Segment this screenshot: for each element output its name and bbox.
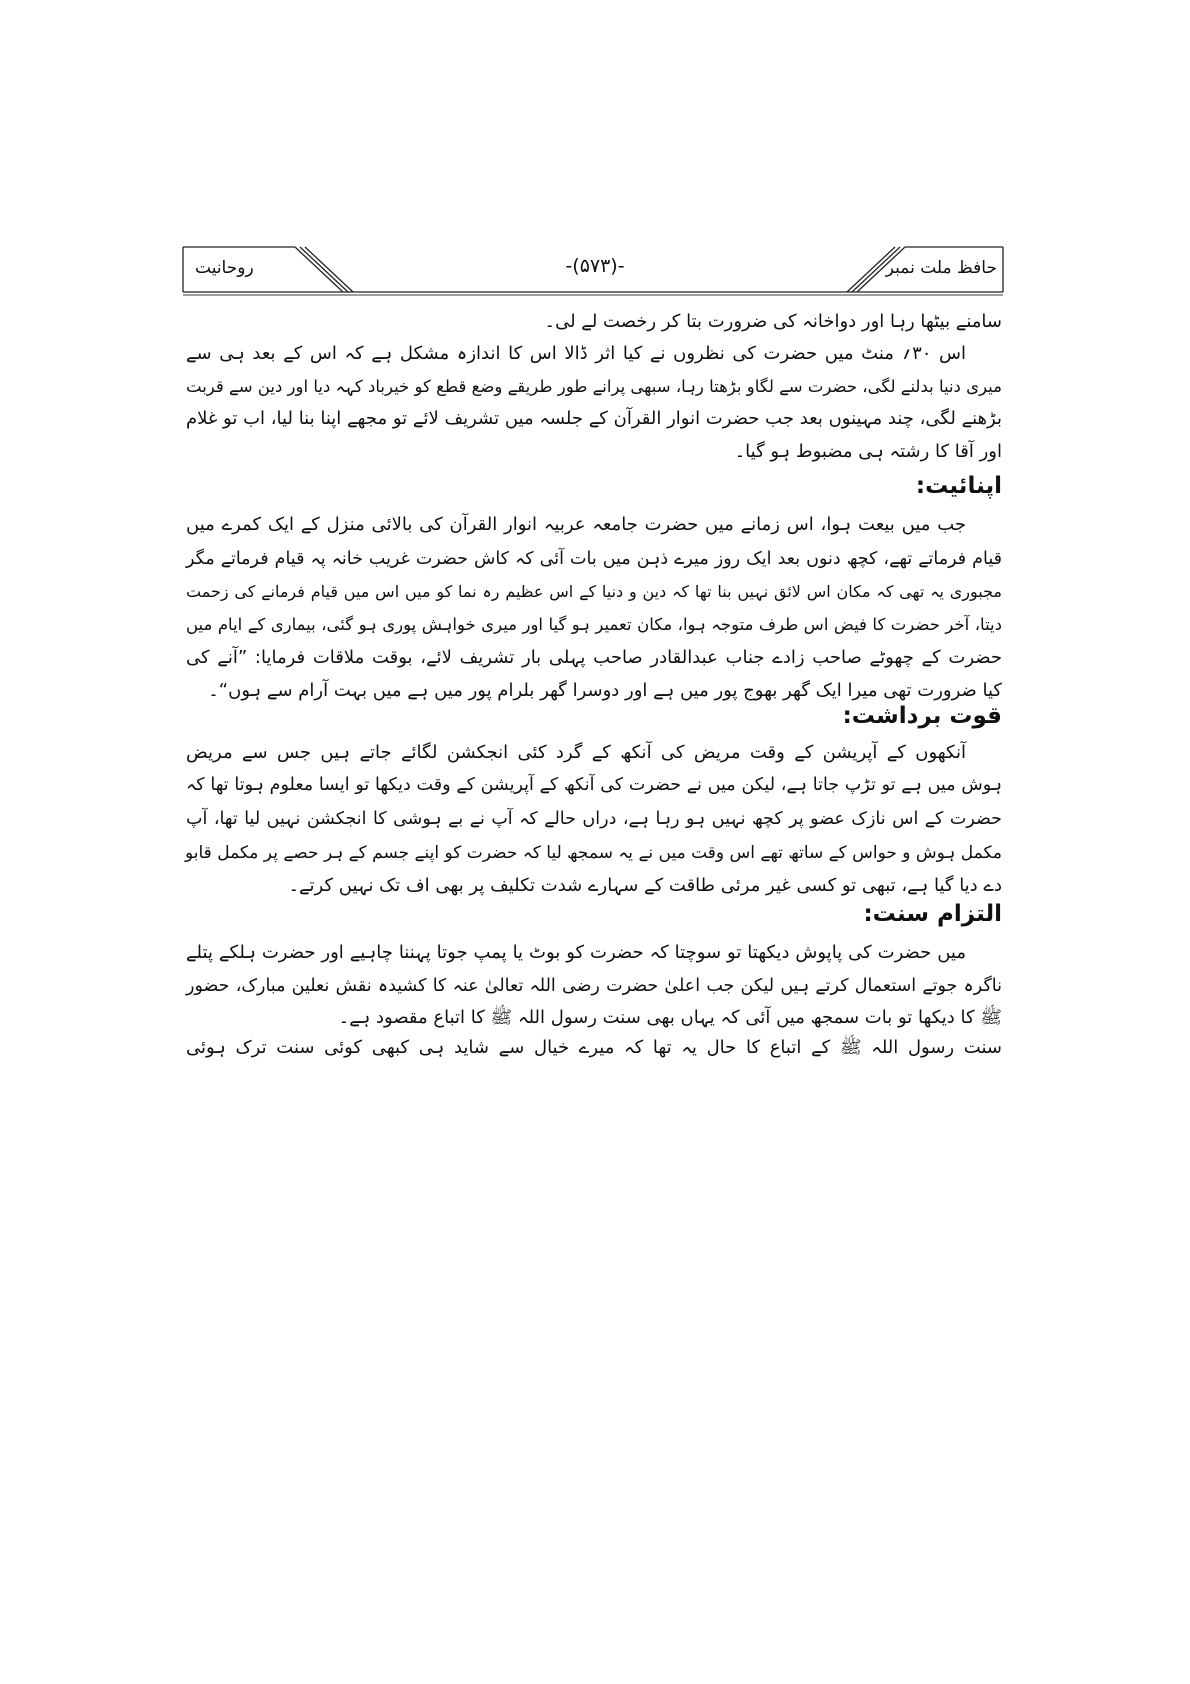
text-line: دے دیا گیا ہے، تبھی تو کسی غیر مرئی طاقت کے سہارے شدت تکلیف پر بھی اف تک نہیں کرتے۔	[288, 875, 1002, 896]
header-issue-label: حافظ ملت نمبر	[885, 258, 997, 278]
text-line: ﷺ کا دیکھا تو بات سمجھ میں آئی کہ یہاں بھی سنت رسول اللہ ﷺ کا اتباع مقصود ہے۔	[338, 1007, 1002, 1028]
text-line: کیا ضرورت تھی میرا ایک گھر بھوج پور میں ہے اور دوسرا گھر بلرام پور میں ہے میں بہت آرام سے ہوں“۔	[208, 680, 1002, 701]
text-line: مکمل ہوش و حواس کے ساتھ تھے اس وقت میں نے یہ سمجھ لیا کہ حضرت کو اپنے جسم کے ہر حصے پر مکمل قابو	[184, 843, 1002, 863]
text-line: میں حضرت کی پاپوش دیکھتا تو سوچتا کہ حضرت کو بوٹ یا پمپ جوتا پہننا چاہیے اور حضرت ہلکے پتلے	[186, 942, 966, 963]
section-heading-iltizam-e-sunnat: التزام سنت:	[863, 901, 1002, 927]
text-line: دیتا، آخر حضرت کا فیض اس طرف متوجہ ہوا، مکان تعمیر ہو گیا اور میری خواہش پوری ہو گئی، بیماری کے ایام میں	[186, 615, 1002, 634]
text-line: بڑھنے لگی، چند مہینوں بعد جب حضرت انوار القرآن کے جلسہ میں تشریف لائے تو مجھے اپنا بنا لیا، اب تو غلام	[186, 408, 1002, 429]
text-line: مجبوری یہ تھی کہ مکان اس لائق نہیں بنا تھا کہ دین و دنیا کے اس عظیم رہ نما کو میں اس میں قیام فرمانے کی زحمت	[186, 582, 1002, 601]
text-line: میری دنیا بدلنے لگی، حضرت سے لگاو بڑھتا رہا، سبھی پرانے طور طریقے وضع قطع کو خیرباد کہہ دیا اور دین سے قربت	[186, 377, 1002, 396]
page-number: -(۵۷۳)-	[565, 255, 625, 277]
text-line: جب میں بیعت ہوا، اس زمانے میں حضرت جامعہ عربیہ انوار القرآن کی بالائی منزل کے ایک کمرے میں	[186, 514, 966, 535]
section-heading-quwwat-e-bardasht: قوت برداشت:	[842, 703, 1002, 729]
text-line: حضرت کے اس نازک عضو پر کچھ نہیں ہو رہا ہے، دراں حالے کہ آپ نے بے ہوشی کا انجکشن نہیں لیا تھا، آپ	[186, 809, 1002, 829]
text-line: ہوش میں ہے تو تڑپ جاتا ہے، لیکن میں نے حضرت کی آنکھ کے آپریشن کے وقت دیکھا تو ایسا معلوم ہوتا تھا کہ	[186, 775, 1002, 795]
text-line: ناگرہ جوتے استعمال کرتے ہیں لیکن جب اعلیٰ حضرت رضی اللہ تعالیٰ عنہ کا کشیدہ نقش نعلین مبارک، حضور	[186, 976, 1002, 996]
text-line: سامنے بیٹھا رہا اور دواخانہ کی ضرورت بتا کر رخصت لے لی۔	[544, 311, 1002, 332]
text-line: اس ۳۰؍ منٹ میں حضرت کی نظروں نے کیا اثر ڈالا اس کا اندازہ مشکل ہے کہ اس کے بعد ہی سے	[186, 343, 966, 364]
header-section-label: روحانیت	[195, 258, 254, 278]
text-line: حضرت کے چھوٹے صاحب زادے جناب عبدالقادر صاحب پہلی بار تشریف لائے، بوقت ملاقات فرمایا: ”آنے کی	[186, 647, 1002, 668]
text-line: آنکھوں کے آپریشن کے وقت مریض کی آنکھ کے گرد کئی انجکشن لگائے جاتے ہیں جس سے مریض	[186, 742, 966, 763]
text-line: اور آقا کا رشتہ ہی مضبوط ہو گیا۔	[734, 441, 1002, 462]
text-line: سنت رسول اللہ ﷺ کے اتباع کا حال یہ تھا کہ میرے خیال سے شاید ہی کبھی کوئی سنت ترک ہوئی	[186, 1037, 1002, 1058]
text-line: قیام فرماتے تھے، کچھ دنوں بعد ایک روز میرے ذہن میں بات آئی کہ کاش حضرت غریب خانہ پہ قیام فرماتے مگر	[186, 549, 1002, 569]
section-heading-apnaiyat: اپنائیت:	[915, 473, 1002, 499]
